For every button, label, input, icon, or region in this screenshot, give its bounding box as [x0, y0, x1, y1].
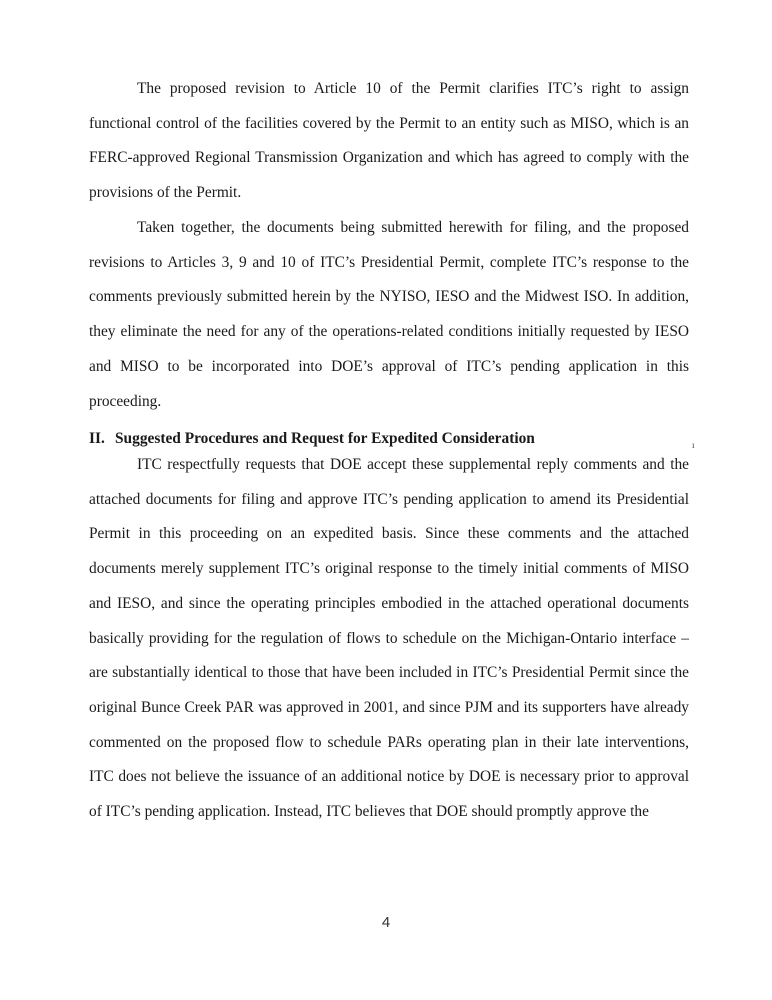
page-number: 4 — [381, 914, 391, 931]
section-heading-number: II. — [89, 430, 105, 447]
paragraph-expedited-request: ITC respectfully requests that DOE accept these supplemental reply comments and the attached documents for filing and approve ITC’s pending application to amend its Presidential Permit in this proceeding on an expedited basis. Since these comments and the attached documents merely supplement ITC’s original response to the timely initial comments of MISO and IESO, and since the operating principles embodied in the attached operational documents basically providing for the regulation of flows to schedule on the Michigan-Ontario interface – are substantially identical to those that have been included in ITC’s Presidential Permit since the original Bunce Creek PAR was approved in 2001, and since PJM and its supporters have already commented on the proposed flow to schedule PARs operating plan in their late interventions, ITC does not believe the issuance of an additional notice by DOE is necessary prior to approval of ITC’s pending application. Instead, ITC believes that DOE should promptly approve the — [89, 456, 689, 821]
paragraph-article-10-revision: The proposed revision to Article 10 of the Permit clarifies ITC’s right to assign functional control of the facilities covered by the Permit to an entity such as MISO, which is an FERC-approved Regional Transmission Organization and which has agreed to comply with the provisions of the Permit. — [89, 80, 689, 202]
paragraph-taken-together: Taken together, the documents being submitted herewith for filing, and the proposed revisions to Articles 3, 9 and 10 of ITC’s Presidential Permit, complete ITC’s response to the comments previously submitted herein by the NYISO, IESO and the Midwest ISO. In addition, they eliminate the need for any of the operations-related conditions initially requested by IESO and MISO to be incorporated into DOE’s approval of ITC’s pending application in this proceeding. — [89, 219, 689, 410]
stray-mark: ı — [692, 440, 695, 450]
section-heading-title: Suggested Procedures and Request for Expedited Consideration — [115, 430, 535, 447]
